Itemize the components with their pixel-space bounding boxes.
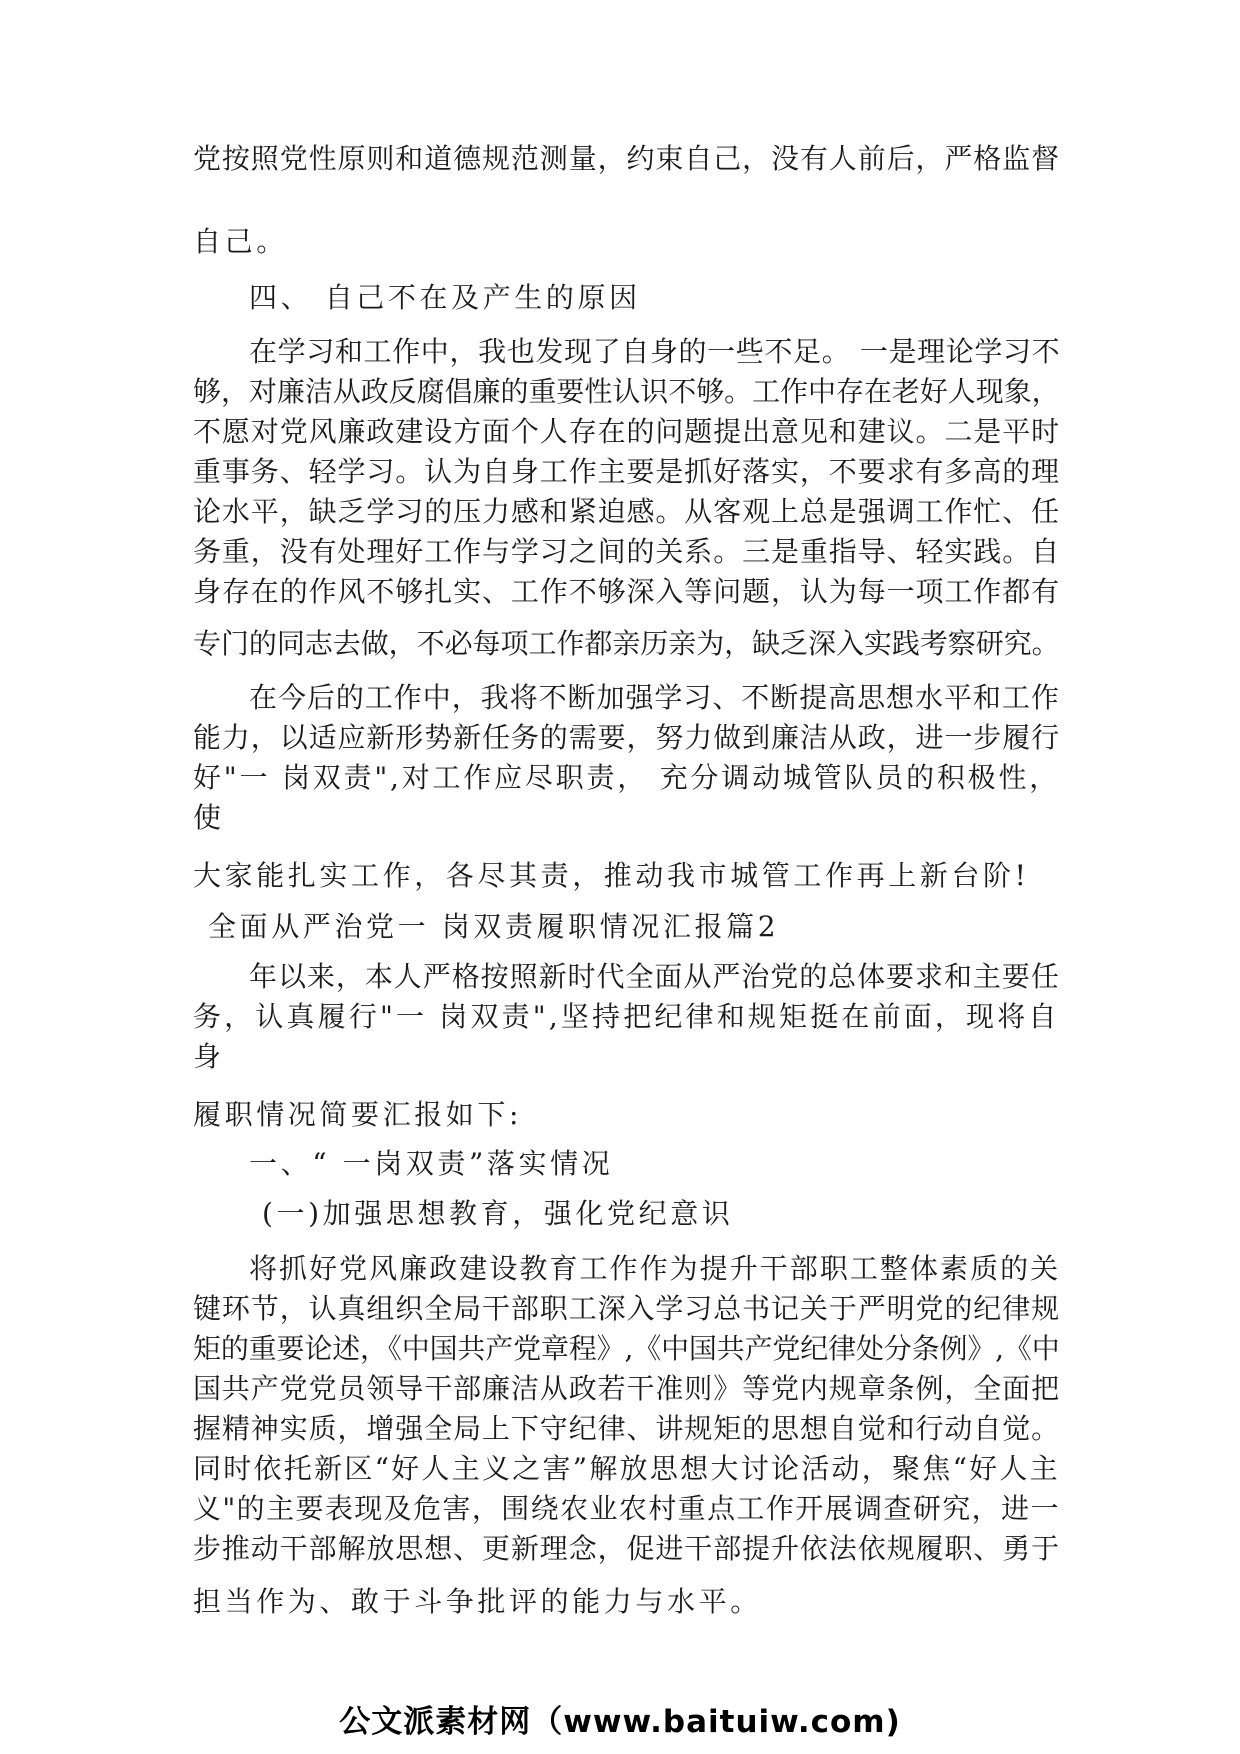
text-line: 同时依托新区“好人主义之害”解放思想大讨论活动，聚焦“好人主	[193, 1452, 1060, 1485]
text-line: 将抓好党风廉政建设教育工作作为提升干部职工整体素质的关	[249, 1252, 1061, 1285]
section-heading: (一)加强思想教育，强化党纪意识	[262, 1197, 734, 1230]
text-line: 身	[193, 1040, 225, 1073]
text-line: 不愿对党风廉政建设方面个人存在的问题提出意见和建议。二是平时	[193, 415, 1061, 448]
text-line: 重事务、轻学习。认为自身工作主要是抓好落实，不要求有多高的理	[193, 455, 1061, 488]
text-line: 身存在的作风不够扎实、工作不够深入等问题，认为每一项工作都有	[193, 575, 1061, 608]
text-line: 担当作为、敢于斗争批评的能力与水平。	[193, 1585, 762, 1618]
text-line: 务，认真履行"一 岗双责",坚持把纪律和规矩挺在前面，现将自	[193, 1000, 1060, 1033]
section-heading: 四、 自己不在及产生的原因	[249, 281, 641, 314]
footer-watermark: 公文派素材网（www.baituiw.com)	[339, 1704, 901, 1740]
text-line: 矩的重要论述，《中国共产党章程》,《中国共产党纪律处分条例》,《中	[193, 1332, 1060, 1365]
text-line: 在学习和工作中，我也发现了自身的一些不足。 一是理论学习不	[249, 335, 1061, 368]
text-line: 年以来，本人严格按照新时代全面从严治党的总体要求和主要任	[249, 960, 1060, 993]
text-line: 论水平，缺乏学习的压力感和紧迫感。从客观上总是强调工作忙、任	[193, 495, 1061, 528]
section-title: 全面从严治党一 岗双责履职情况汇报篇2	[208, 910, 780, 943]
text-line: 在今后的工作中，我将不断加强学习、不断提高思想水平和工作	[249, 681, 1060, 714]
text-line: 够，对廉洁从政反腐倡廉的重要性认识不够。工作中存在老好人现象，	[193, 375, 1060, 408]
text-line: 履职情况简要汇报如下:	[193, 1098, 523, 1131]
section-heading: 一、“ 一岗双责”落实情况	[249, 1147, 614, 1180]
text-line: 党按照党性原则和道德规范测量，约束自己，没有人前后，严格监督	[193, 142, 1061, 175]
text-line: 务重，没有处理好工作与学习之间的关系。三是重指导、轻实践。自	[193, 535, 1061, 568]
text-line: 国共产党党员领导干部廉洁从政若干准则》等党内规章条例，全面把	[193, 1372, 1061, 1405]
text-line: 专门的同志去做，不必每项工作都亲历亲为，缺乏深入实践考察研究。	[193, 627, 1060, 660]
text-line: 能力，以适应新形势新任务的需要，努力做到廉洁从政，进一步履行	[193, 721, 1061, 754]
text-line: 义"的主要表现及危害，围绕农业农村重点工作开展调查研究，进一	[193, 1492, 1060, 1525]
text-line: 握精神实质，增强全局上下守纪律、讲规矩的思想自觉和行动自觉。	[193, 1412, 1061, 1445]
text-line: 自己。	[193, 225, 288, 258]
text-line: 好"一 岗双责",对工作应尽职责， 充分调动城管队员的积极性，	[193, 761, 1061, 794]
text-line: 大家能扎实工作，各尽其责，推动我市城管工作再上新台阶!	[193, 859, 1030, 892]
text-line: 步推动干部解放思想、更新理念，促进干部提升依法依规履职、勇于	[193, 1532, 1061, 1565]
text-line: 键环节，认真组织全局干部职工深入学习总书记关于严明党的纪律规	[193, 1292, 1061, 1325]
text-line: 使	[193, 801, 225, 834]
